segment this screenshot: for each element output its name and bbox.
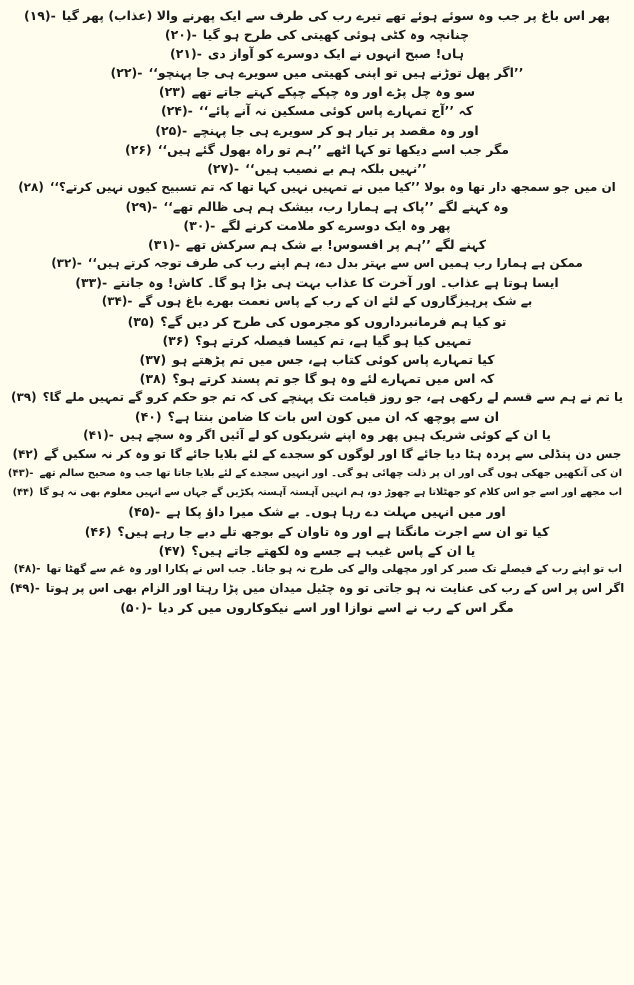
verse-text: یا تم نے ہم سے قسم لے رکھی ہے، جو روز قیامت تک پہنچے کی کہ تم جو حکم کرو گے تمہیں ملے گا؟: [42, 389, 624, 404]
verse-44: [8, 483, 626, 502]
verse-21: [8, 44, 626, 63]
verse-45: [8, 502, 626, 521]
verse-number: -(۵۰): [120, 599, 153, 615]
verse-38: [8, 369, 626, 388]
verse-29: [8, 197, 626, 216]
verse-28: [8, 178, 626, 197]
verse-number: (۲۳): [158, 84, 186, 100]
verse-number: -(۳۱): [148, 237, 180, 253]
verse-number: -(۳۴): [101, 294, 133, 309]
verse-number: -(۲۱): [170, 46, 202, 62]
verse-text: تمہیں کیا ہو گیا ہے، تم کیسا فیصلہ کرتے ہو؟: [195, 332, 472, 348]
verse-41: [8, 426, 626, 445]
verse-number: (۲۸): [18, 179, 44, 194]
verse-31: [8, 235, 626, 254]
verse-number: (۳۹): [10, 389, 37, 404]
verse-number: -(۴۹): [9, 580, 40, 595]
verse-text: جس دن پنڈلی سے پردہ ہٹا دیا جائے گا اور لوگوں کو سجدے کے لئے بلایا جائے گا تو وہ کر نہ سکیں گے: [44, 447, 622, 462]
verse-39: [8, 388, 626, 407]
verse-number: (۲۶): [124, 141, 152, 157]
verse-number: -(۲۰): [164, 27, 197, 43]
verse-number: -(۲۹): [125, 198, 158, 214]
verse-24: [8, 101, 626, 120]
verse-text: کہنے لگے ’’ہم پر افسوس! بے شک ہم سرکش تھے: [185, 237, 486, 253]
verse-text: یا ان کے کوئی شریک ہیں پھر وہ اپنے شریکوں کو لے آئیں اگر وہ سچے ہیں: [119, 428, 551, 443]
verse-text: یا ان کے پاس غیب ہے جسے وہ لکھتے جاتے ہیں؟: [191, 542, 476, 558]
verse-number: -(۱۹): [23, 8, 56, 23]
verse-text: ان کی آنکھیں جھکی ہوں گی اور ان پر ذلت چھائی ہو گی۔ اور انہیں سجدے کے لئے بلایا جاتا تھا جب وہ صحیح سالم تھے: [39, 468, 622, 480]
verse-text: ممکن ہے ہمارا رب ہمیں اس سے بہتر بدل دے، ہم اپنے رب کی طرف توجہ کرتے ہیں‘‘: [87, 256, 583, 271]
verse-36: [8, 331, 626, 350]
verse-number: (۳۶): [162, 332, 190, 348]
verse-49: [8, 579, 626, 598]
verse-text: اگر اس پر اس کے رب کی عنایت نہ ہو جاتی تو وہ چٹیل میدان میں پڑا رہتا اور الزام بھی اس پر ہوتا: [45, 580, 625, 595]
verse-text: مگر اس کے رب نے اسے نوازا اور اسے نیکوکاروں میں کر دیا: [158, 599, 514, 615]
verse-number: -(۲۴): [160, 103, 193, 119]
verse-text: اور میں انہیں مہلت دے رہا ہوں۔ بے شک میرا داؤ پکا ہے: [166, 504, 506, 520]
verse-text: اور وہ مقصد پر تیار ہو کر سویرے ہی جا پہنچے: [193, 122, 479, 138]
verse-34: [8, 292, 626, 311]
verse-number: -(۳۰): [183, 218, 216, 234]
verse-42: [8, 445, 626, 464]
verse-number: -(۴۸): [13, 562, 41, 575]
verse-text: کیا تمہارے پاس کوئی کتاب ہے، جس میں تم پڑھتے ہو: [172, 351, 495, 367]
verse-number: (۳۷): [139, 351, 167, 367]
verse-text: کہ ’’آج تمہارے پاس کوئی مسکین نہ آنے پائے‘‘: [198, 103, 474, 119]
verse-number: (۴۴): [12, 487, 34, 499]
verse-number: -(۲۲): [110, 65, 143, 81]
verse-text: پھر اس باغ پر جب وہ سوئے ہوئے تھے تیرے رب کی طرف سے ایک پھرنے والا (عذاب) پھر گیا: [61, 8, 611, 23]
verse-47: [8, 541, 626, 560]
verse-20: [8, 25, 626, 44]
verse-text: ایسا ہوتا ہے عذاب۔ اور آخرت کا عذاب بہت ہی بڑا ہو گا۔ کاش! وہ جانتے: [113, 275, 559, 291]
verse-19: [8, 6, 626, 25]
verse-number: -(۴۱): [83, 428, 114, 443]
verse-text: کہ اس میں تمہارے لئے وہ ہو گا جو تم پسند کرتے ہو؟: [172, 370, 495, 386]
verse-22: [8, 63, 626, 82]
verse-text: بے شک پرہیزگاروں کے لئے ان کے رب کے پاس نعمت بھرے باغ ہوں گے: [138, 294, 533, 309]
verse-number: (۴۷): [158, 542, 186, 558]
verse-46: [8, 522, 626, 541]
verse-text: پھر وہ ایک دوسرے کو ملامت کرنے لگے: [221, 218, 451, 234]
verse-text: کیا تو ان سے اجرت مانگتا ہے اور وہ تاوان کے بوجھ تلے دبے جا رہے ہیں؟: [117, 523, 550, 539]
verse-25: [8, 121, 626, 140]
verse-35: [8, 312, 626, 331]
verse-32: [8, 254, 626, 273]
verse-text: ان سے پوچھ کہ ان میں کون اس بات کا ضامن بنتا ہے؟: [167, 408, 500, 424]
verse-text: چنانچہ وہ کٹی ہوئی کھیتی کی طرح ہو گیا: [202, 27, 470, 43]
verse-40: [8, 407, 626, 426]
verse-text: ان میں جو سمجھ دار تھا وہ بولا ’’کیا میں نے تمہیں نہیں کہا تھا کہ تم تسبیح کیوں نہیں کرتے؟‘‘: [49, 179, 616, 194]
verse-number: -(۴۳): [8, 468, 34, 480]
verse-number: (۳۸): [139, 370, 167, 386]
verse-number: -(۴۵): [128, 504, 161, 520]
verse-text: ہاں! صبح انہوں نے ایک دوسرے کو آواز دی: [207, 46, 464, 62]
verse-number: (۳۵): [127, 313, 155, 329]
verse-number: (۴۶): [84, 523, 112, 539]
verse-number: (۴۰): [134, 408, 162, 424]
verse-33: [8, 273, 626, 292]
verse-text: اب مجھے اور اسے جو اس کلام کو جھٹلاتا ہے چھوڑ دو، ہم انہیں آہستہ آہستہ پکڑیں گے جہاں سے انہیں معلوم بھی نہ ہو گا: [39, 487, 622, 499]
verse-23: [8, 82, 626, 101]
verse-number: -(۲۵): [155, 122, 188, 138]
verse-text: ’’نہیں بلکہ ہم بے نصیب ہیں‘‘: [245, 160, 427, 176]
verse-number: -(۳۳): [75, 275, 108, 291]
verse-26: [8, 140, 626, 159]
verse-43: [8, 464, 626, 483]
verse-text: وہ کہنے لگے ’’پاک ہے ہمارا رب، بیشک ہم ہی ظالم تھے‘‘: [163, 198, 509, 214]
verse-number: (۴۲): [12, 447, 39, 462]
verse-text: سو وہ چل پڑے اور وہ چپکے چپکے کہتے جاتے تھے: [191, 84, 476, 100]
verse-37: [8, 350, 626, 369]
verse-text: مگر جب اسے دیکھا تو کہا اٹھے ’’ہم تو راہ بھول گئے ہیں‘‘: [157, 141, 509, 157]
verse-48: [8, 560, 626, 579]
verse-number: -(۲۷): [207, 160, 240, 176]
verse-number: -(۳۲): [51, 256, 82, 271]
verse-text: ’’اگر پھل توڑنے ہیں تو اپنی کھیتی میں سویرے ہی جا پہنچو‘‘: [148, 65, 524, 81]
verse-text: تو کیا ہم فرمانبرداروں کو مجرموں کی طرح کر دیں گے؟: [160, 313, 507, 329]
verse-27: [8, 159, 626, 178]
verse-list: [8, 6, 626, 617]
verse-text: اب تو اپنے رب کے فیصلے تک صبر کر اور مچھلی والے کی طرح نہ ہو جانا۔ جب اس نے پکارا اور وہ غم سے گھٹا تھا: [46, 562, 622, 575]
verse-50: [8, 598, 626, 617]
verse-30: [8, 216, 626, 235]
